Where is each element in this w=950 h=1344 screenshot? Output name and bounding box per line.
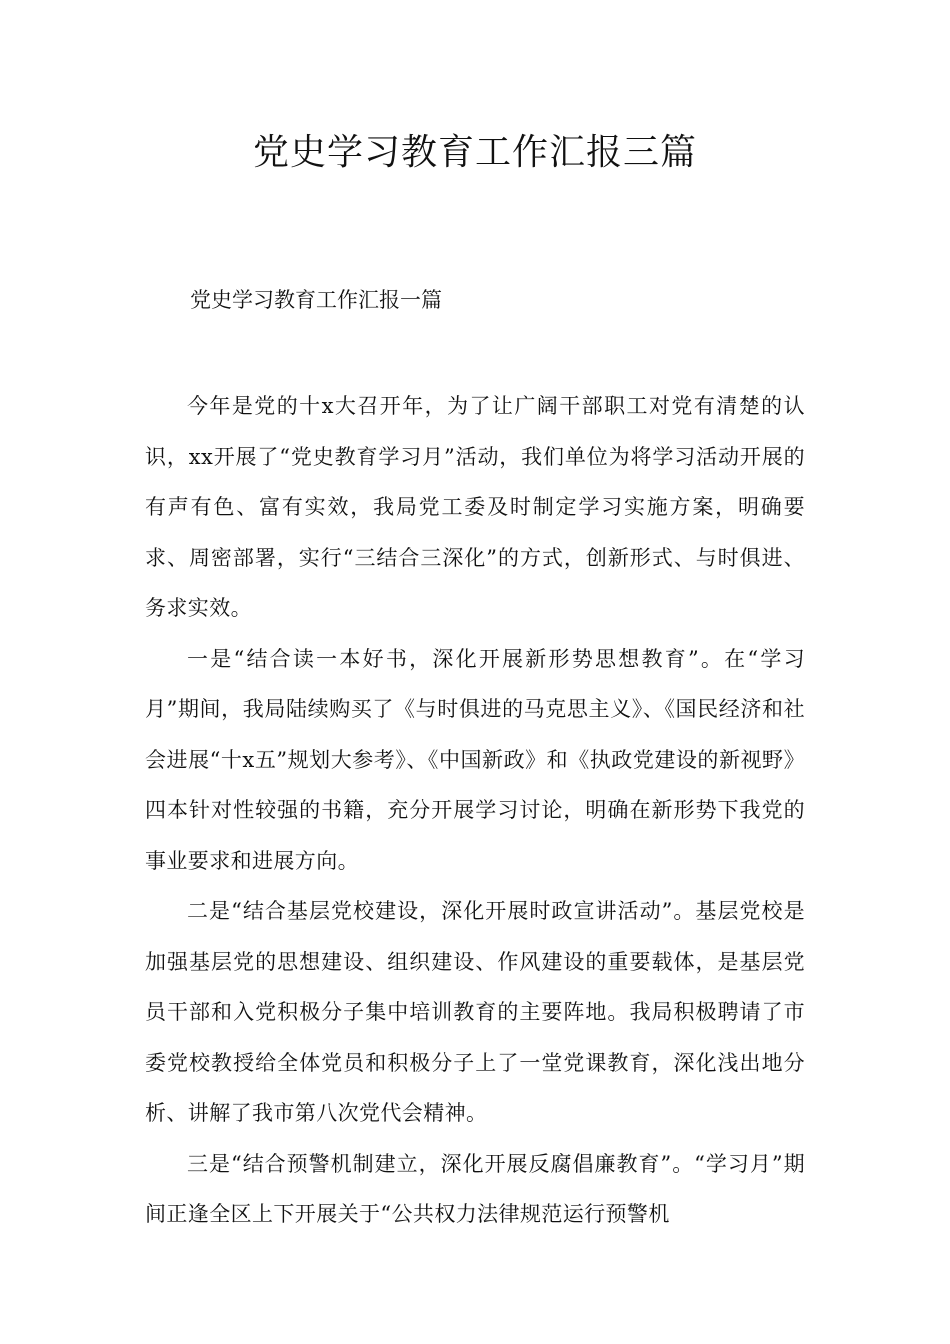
body-paragraph-intro: 今年是党的十x大召开年，为了让广阔干部职工对党有清楚的认识，xx开展了“党史教育学习月”活动，我们单位为将学习活动开展的有声有色、富有实效，我局党工委及时制定学习实施方案，明确要求、周密部署，实行“三结合三深化”的方式，创新形式、与时俱进、务求实效。 bbox=[145, 394, 805, 620]
body-paragraph-point-two: 二是“结合基层党校建设，深化开展时政宣讲活动”。基层党校是加强基层党的思想建设、组织建设、作风建设的重要载体，是基层党员干部和入党积极分子集中培训教育的主要阵地。我局积极聘请了市委党校教授给全体党员和积极分子上了一堂党课教育，深化浅出地分析、讲解了我市第八次党代会精神。 bbox=[145, 899, 805, 1125]
document-body bbox=[145, 381, 805, 1240]
document-title: 党史学习教育工作汇报三篇 bbox=[252, 132, 697, 173]
body-paragraph-point-one: 一是“结合读一本好书，深化开展新形势思想教育”。在“学习月”期间，我局陆续购买了《与时俱进的马克思主义》、《国民经济和社会进展“十x五”规划大参考》、《中国新政》和《执政党建设的新视野》四本针对性较强的书籍，充分开展学习讨论，明确在新形势下我党的事业要求和进展方向。 bbox=[145, 646, 805, 873]
body-paragraph-point-three: 三是“结合预警机制建立，深化开展反腐倡廉教育”。“学习月”期间正逢全区上下开展关于“公共权力法律规范运行预警机 bbox=[145, 1151, 805, 1226]
section-heading: 党史学习教育工作汇报一篇 bbox=[190, 288, 442, 312]
